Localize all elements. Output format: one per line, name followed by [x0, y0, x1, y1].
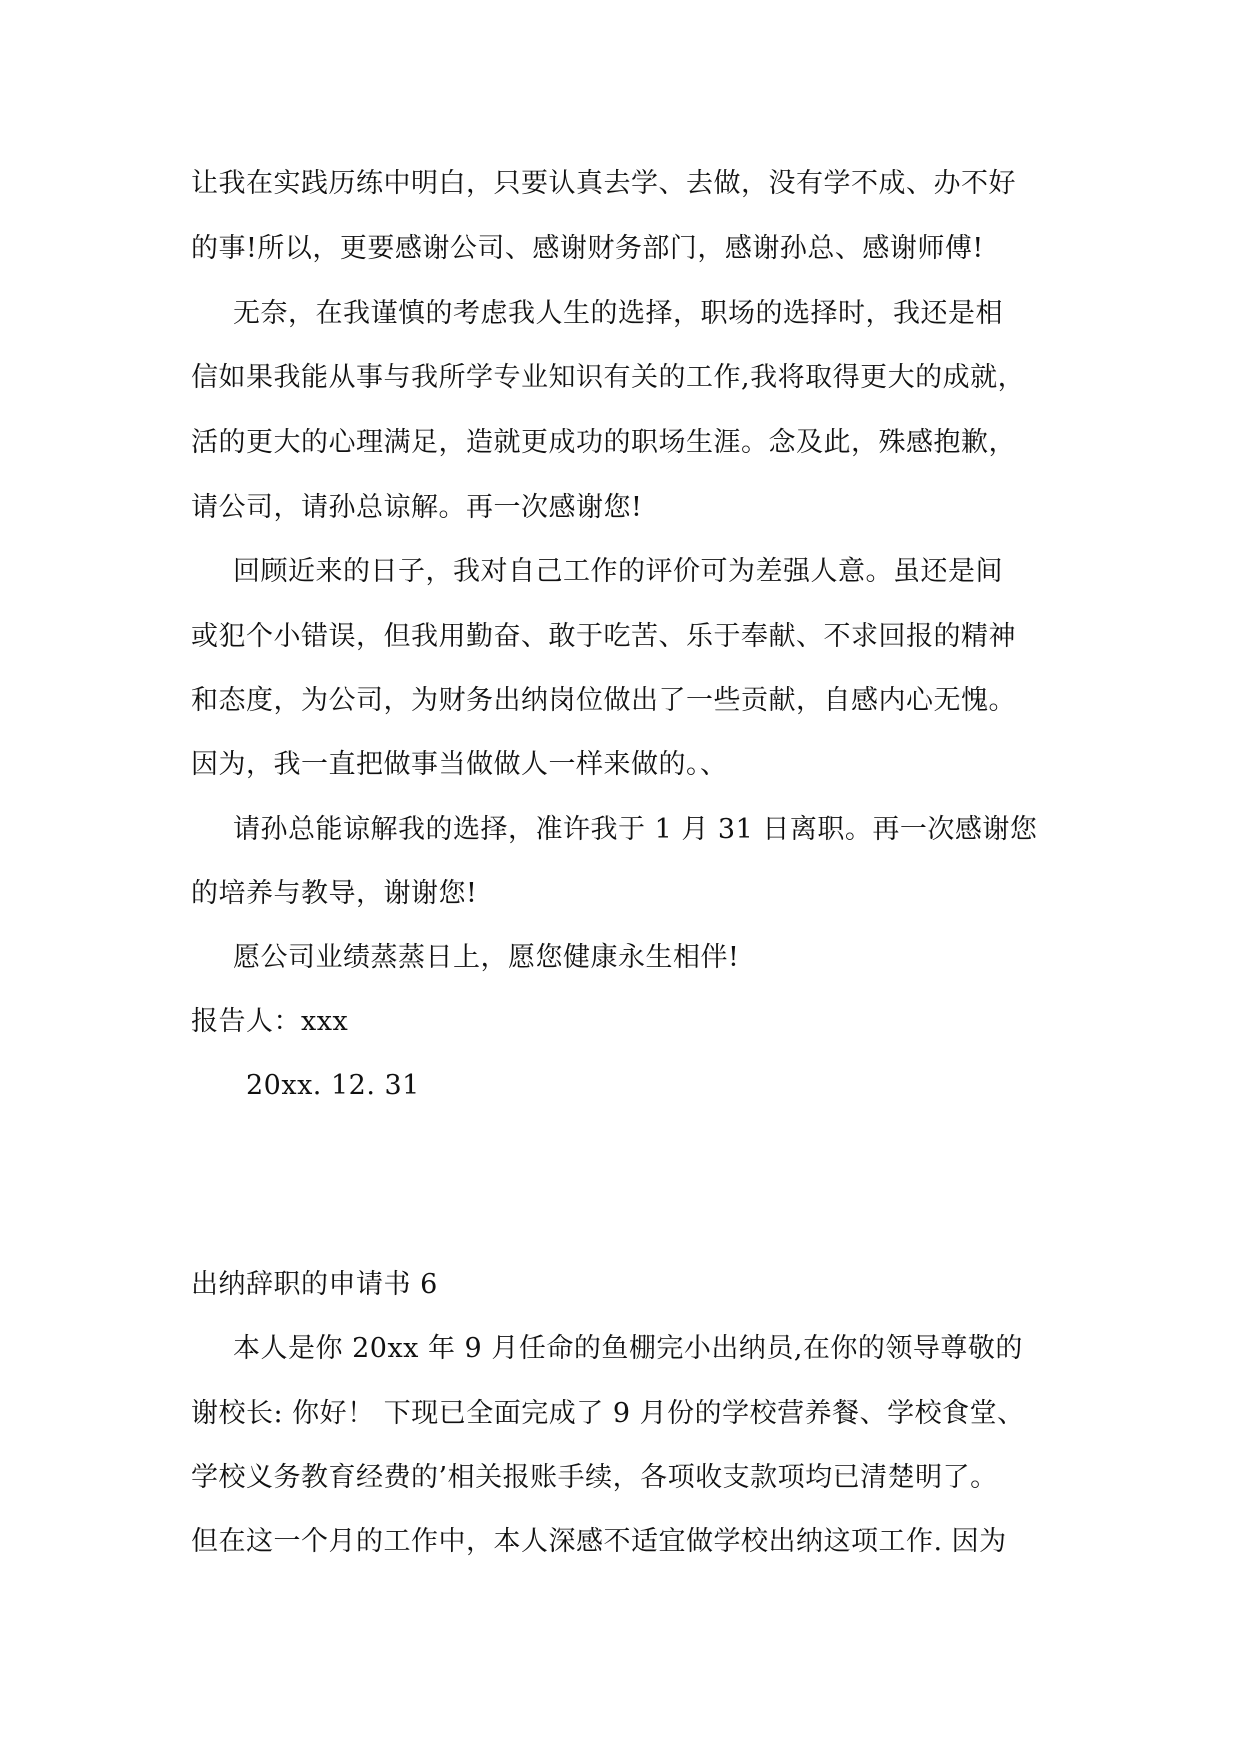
paragraph-line: 谢校长: 你好！ 下现已全面完成了 9 月份的学校营养餐、学校食堂、	[191, 1398, 1025, 1429]
paragraph-line: 学校义务教育经费的’相关报账手续，各项收支款项均已清楚明了。	[191, 1462, 998, 1493]
paragraph-line: 本人是你 20xx 年 9 月任命的鱼棚完小出纳员,在你的领导尊敬的	[233, 1333, 1023, 1364]
paragraph-line: 的事!所以，更要感谢公司、感谢财务部门，感谢孙总、感谢师傅!	[191, 233, 984, 264]
paragraph-line: 但在这一个月的工作中，本人深感不适宜做学校出纳这项工作. 因为	[191, 1526, 1007, 1557]
date-line: 20xx. 12. 31	[246, 1070, 420, 1101]
paragraph-line: 无奈，在我谨慎的考虑我人生的选择，职场的选择时，我还是相	[233, 298, 1003, 329]
reporter-line: 报告人：xxx	[191, 1006, 349, 1037]
paragraph-line: 信如果我能从事与我所学专业知识有关的工作,我将取得更大的成就，	[191, 362, 1026, 393]
paragraph-line: 愿公司业绩蒸蒸日上，愿您健康永生相伴!	[233, 942, 740, 973]
paragraph-line: 因为，我一直把做事当做做人一样来做的。、	[191, 749, 728, 780]
paragraph-line: 的培养与教导，谢谢您!	[191, 878, 478, 909]
paragraph-line: 回顾近来的日子，我对自己工作的评价可为差强人意。虽还是间	[233, 556, 1003, 587]
section-title: 出纳辞职的申请书 6	[191, 1269, 438, 1300]
paragraph-line: 或犯个小错误，但我用勤奋、敢于吃苦、乐于奉献、不求回报的精神	[191, 621, 1016, 652]
paragraph-line: 让我在实践历练中明白，只要认真去学、去做，没有学不成、办不好	[191, 168, 1016, 199]
paragraph-line: 活的更大的心理满足，造就更成功的职场生涯。念及此，殊感抱歉，	[191, 427, 1016, 458]
paragraph-line: 和态度，为公司，为财务出纳岗位做出了一些贡献，自感内心无愧。	[191, 685, 1016, 716]
paragraph-line: 请公司，请孙总谅解。再一次感谢您!	[191, 492, 643, 523]
paragraph-line: 请孙总能谅解我的选择，准许我于 1 月 31 日离职。再一次感谢您	[233, 814, 1038, 845]
